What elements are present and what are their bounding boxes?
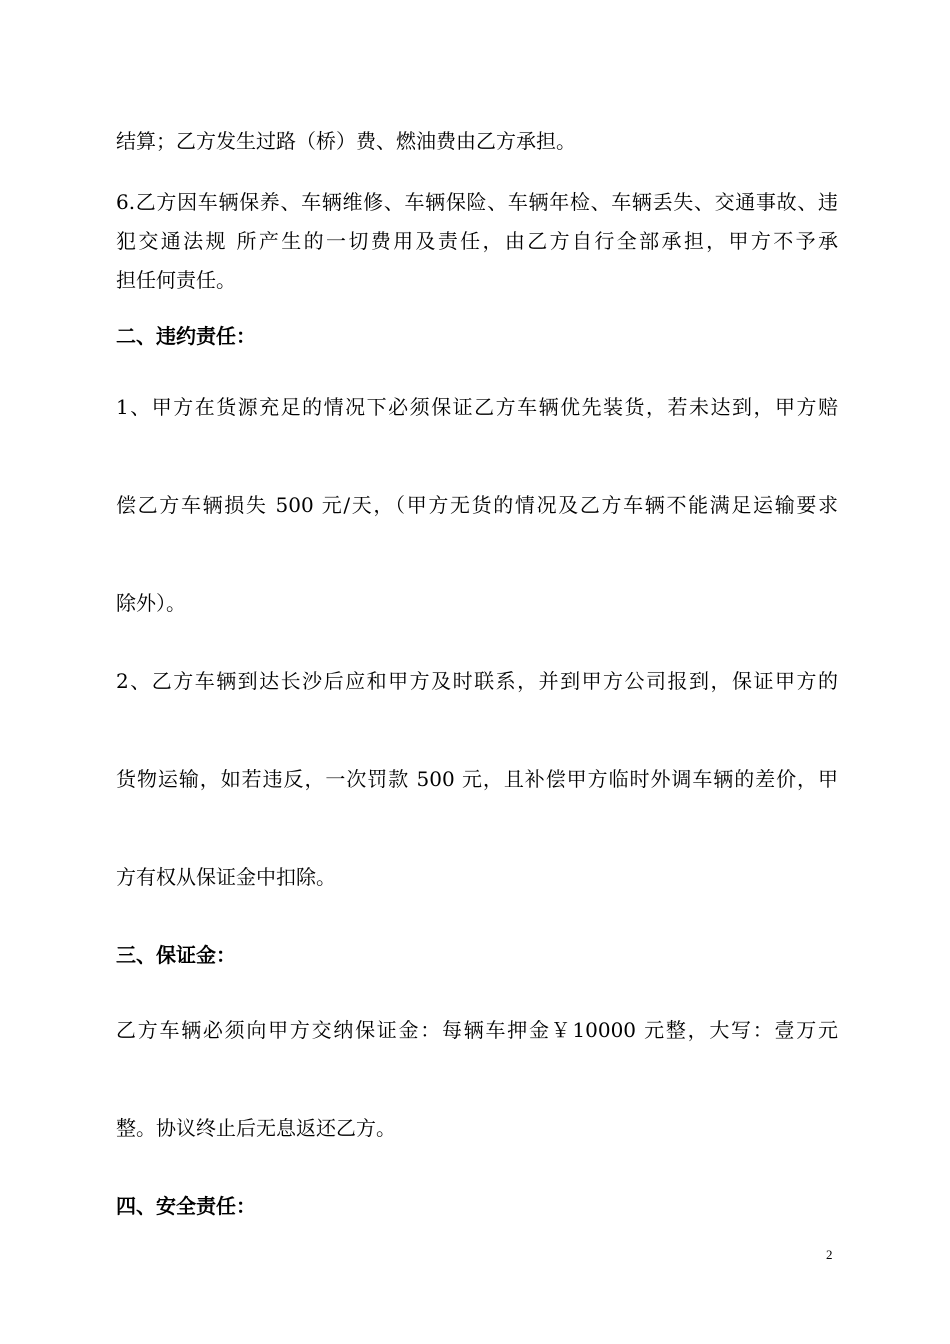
text-line: 2、乙方车辆到达长沙后应和甲方及时联系，并到甲方公司报到，保证甲方的	[116, 669, 838, 693]
section-heading: 四、安全责任：	[116, 1194, 256, 1218]
text-line: 结算；乙方发生过路（桥）费、燃油费由乙方承担。	[116, 129, 576, 153]
text-line: 除外）。	[116, 591, 186, 615]
text-line: 偿乙方车辆损失 500 元/天，（甲方无货的情况及乙方车辆不能满足运输要求	[116, 493, 838, 517]
section-heading: 二、违约责任：	[116, 324, 256, 348]
text-line: 乙方车辆必须向甲方交纳保证金：每辆车押金￥10000 元整，大写：壹万元	[116, 1018, 838, 1042]
text-line: 方有权从保证金中扣除。	[116, 865, 336, 889]
text-line: 6.乙方因车辆保养、车辆维修、车辆保险、车辆年检、车辆丢失、交通事故、违	[116, 190, 838, 214]
text-line: 整。协议终止后无息返还乙方。	[116, 1116, 396, 1140]
section-heading: 三、保证金：	[116, 943, 236, 967]
page-number: 2	[826, 1247, 833, 1262]
text-line: 货物运输，如若违反，一次罚款 500 元，且补偿甲方临时外调车辆的差价，甲	[116, 767, 838, 791]
text-line: 1、甲方在货源充足的情况下必须保证乙方车辆优先装货，若未达到，甲方赔	[116, 395, 838, 419]
text-line: 犯交通法规 所产生的一切费用及责任，由乙方自行全部承担，甲方不予承	[116, 229, 838, 253]
text-line: 担任何责任。	[116, 268, 236, 292]
